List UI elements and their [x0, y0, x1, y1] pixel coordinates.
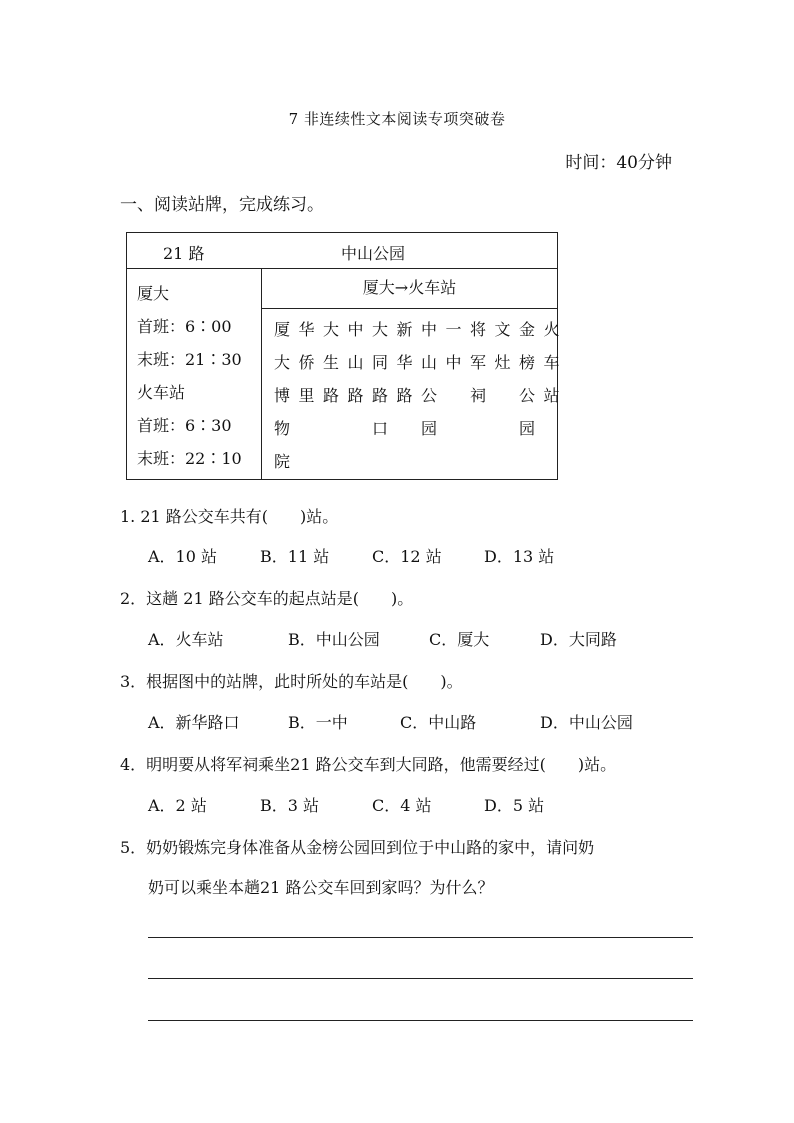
- option-d: D．13 站: [484, 547, 555, 566]
- option-a: A．2 站: [148, 796, 207, 815]
- bus-stop-sign: [126, 232, 558, 480]
- question-1: 1. 21 路公交车共有( )站。: [120, 507, 339, 526]
- station-name: 华 侨 里: [298, 320, 315, 405]
- station-name: 文 灶: [494, 320, 511, 372]
- station-name: 大 生 路: [322, 320, 339, 405]
- schedule-line: 末班：21∶30: [137, 350, 242, 369]
- option-d: D．5 站: [484, 796, 545, 815]
- route-number: 21 路: [163, 244, 205, 263]
- direction: 厦大→火车站: [262, 268, 557, 309]
- option-b: B．一中: [288, 713, 348, 732]
- station-name: 中 山 路: [347, 320, 364, 405]
- station-name: 一 中: [445, 320, 462, 372]
- route-panel: [262, 268, 560, 479]
- question-5-line-1: 5．奶奶锻炼完身体准备从金榜公园回到位于中山路的家中，请问奶: [120, 838, 595, 857]
- schedule-line: 首班：6∶00: [137, 317, 232, 336]
- answer-line[interactable]: [148, 937, 693, 938]
- option-a: A．新华路口: [148, 713, 240, 732]
- station-name: 将 军 祠: [469, 320, 486, 405]
- option-c: C．中山路: [400, 713, 477, 732]
- question-4: 4．明明要从将军祠乘坐21 路公交车到大同路，他需要经过( )站。: [120, 755, 617, 774]
- answer-line[interactable]: [148, 978, 693, 979]
- option-d: D．中山公园: [540, 713, 633, 732]
- question-5-line-2: 奶可以乘坐本趟21 路公交车回到家吗？为什么？: [148, 878, 494, 897]
- schedule: [137, 277, 242, 475]
- station-name: 金 榜 公 园: [518, 320, 535, 438]
- answer-line[interactable]: [148, 1020, 693, 1021]
- schedule-line: 厦大: [137, 284, 170, 303]
- option-c: C．厦大: [429, 630, 490, 649]
- current-stop: 中山公园: [341, 244, 406, 263]
- option-b: B．11 站: [260, 547, 330, 566]
- question-3: 3．根据图中的站牌，此时所处的车站是( )。: [120, 672, 463, 691]
- option-b: B．3 站: [260, 796, 320, 815]
- schedule-line: 首班：6∶30: [137, 416, 232, 435]
- schedule-line: 末班：22∶10: [137, 449, 242, 468]
- time-limit: 时间：40分钟: [565, 153, 672, 173]
- station-name: 厦 大 博 物 院: [273, 320, 290, 471]
- page-title: 7 非连续性文本阅读专项突破卷: [288, 110, 506, 128]
- option-b: B．中山公园: [288, 630, 380, 649]
- station-name: 中 山 公 园: [420, 320, 437, 438]
- sign-header: [127, 233, 557, 269]
- station-name: 大 同 路 口: [371, 320, 388, 438]
- schedule-line: 火车站: [137, 383, 186, 402]
- station-name: 火 车 站: [543, 320, 560, 405]
- section-heading: 一、阅读站牌，完成练习。: [120, 195, 324, 215]
- station-name: 新 华 路: [396, 320, 413, 405]
- option-a: A．火车站: [148, 630, 224, 649]
- question-2: 2．这趟 21 路公交车的起点站是( )。: [120, 589, 414, 608]
- option-a: A．10 站: [148, 547, 218, 566]
- option-c: C．12 站: [372, 547, 442, 566]
- option-c: C．4 站: [372, 796, 432, 815]
- option-d: D．大同路: [540, 630, 617, 649]
